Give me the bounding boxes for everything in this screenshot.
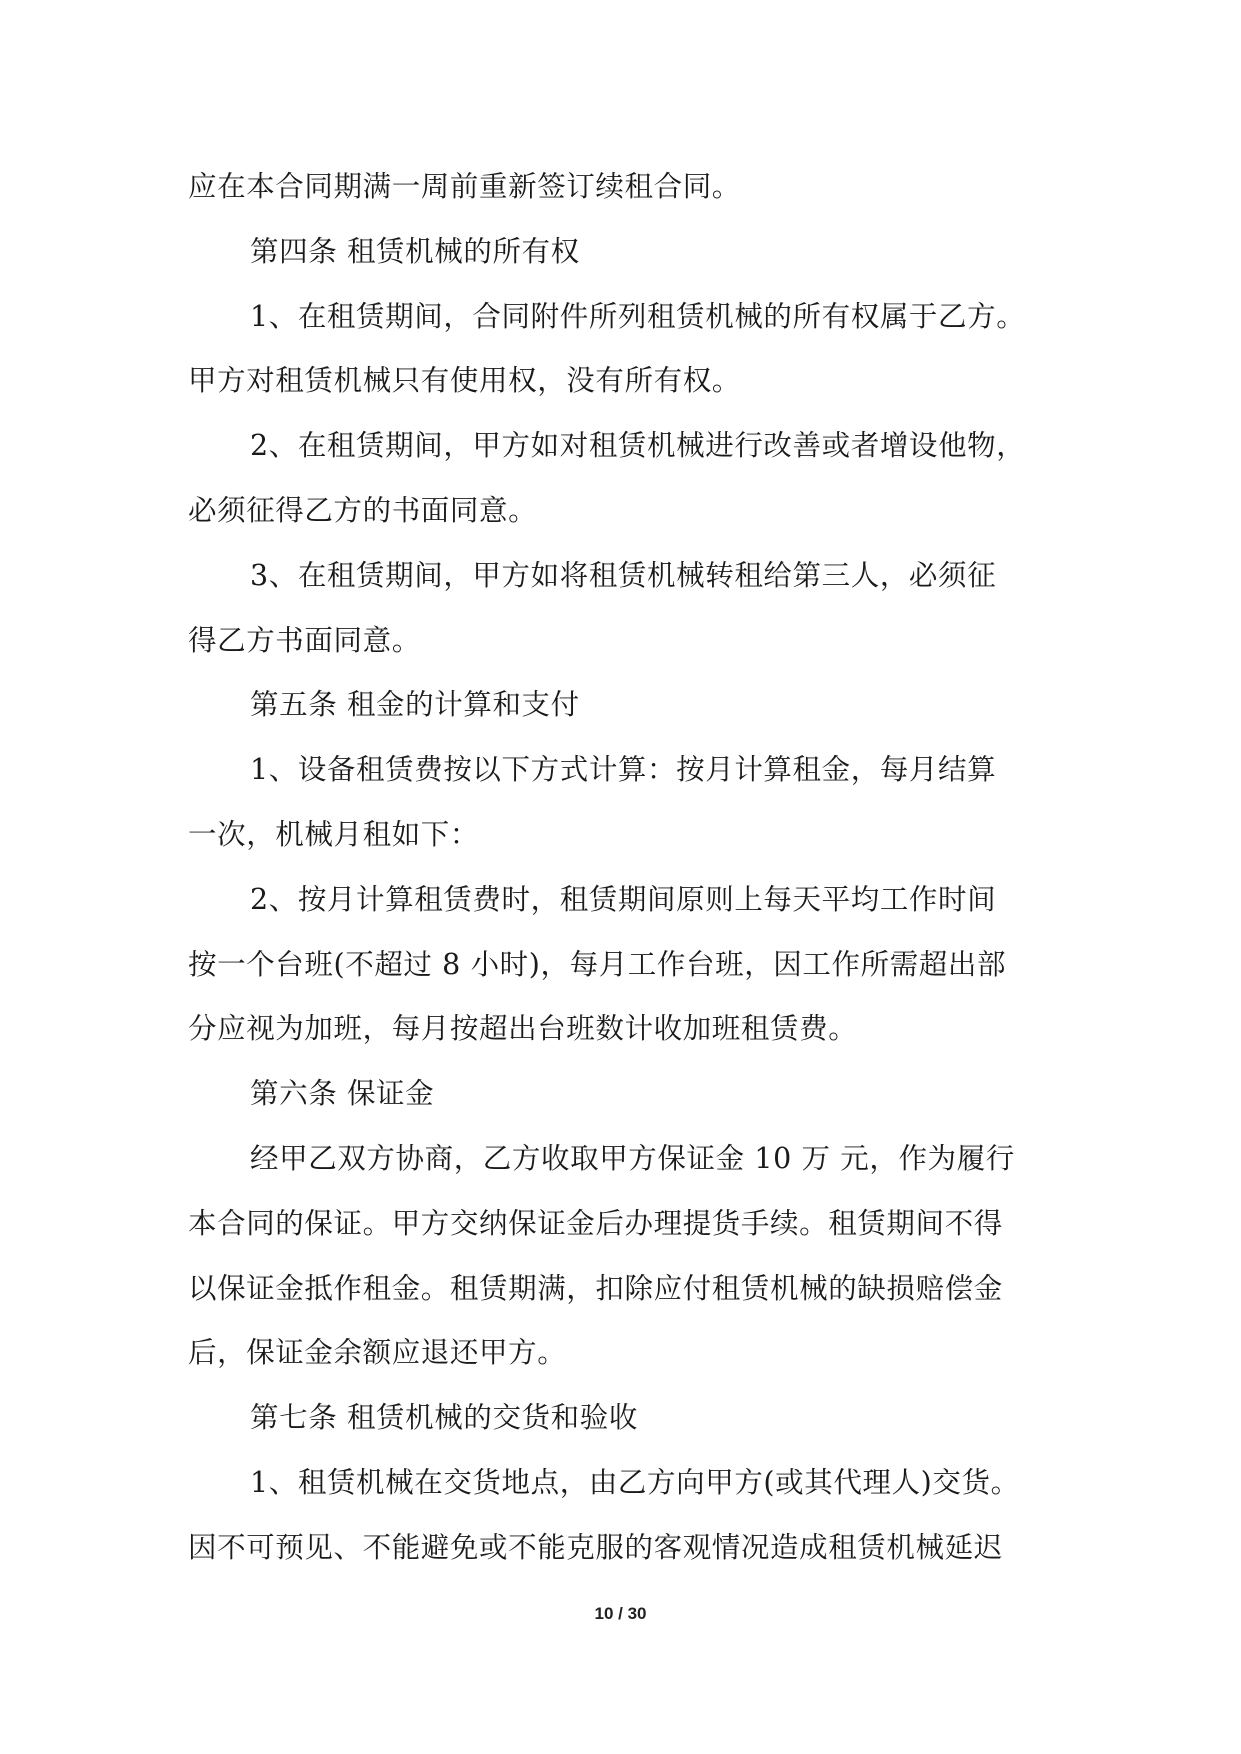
text-line: 分应视为加班，每月按超出台班数计收加班租赁费。: [188, 1012, 858, 1046]
text-line: 甲方对租赁机械只有使用权，没有所有权。: [188, 364, 741, 398]
text-line: 必须征得乙方的书面同意。: [188, 493, 538, 527]
text-line: 一次，机械月租如下：: [188, 817, 480, 851]
text-line: 因不可预见、不能避免或不能克服的客观情况造成租赁机械延迟: [188, 1530, 1003, 1564]
text-line: 本合同的保证。甲方交纳保证金后办理提货手续。租赁期间不得: [188, 1206, 1003, 1240]
text-line: 1、在租赁期间，合同附件所列租赁机械的所有权属于乙方。: [250, 299, 1026, 333]
text-line: 以保证金抵作租金。租赁期满，扣除应付租赁机械的缺损赔偿金: [188, 1271, 1003, 1305]
section-heading-article-6: 第六条 保证金: [250, 1077, 435, 1111]
page-number: 10 / 30: [594, 1604, 647, 1623]
text-line: 后，保证金余额应退还甲方。: [188, 1336, 567, 1370]
text-line: 应在本合同期满一周前重新签订续租合同。: [188, 170, 741, 203]
section-heading-article-4: 第四条 租赁机械的所有权: [250, 234, 580, 268]
section-heading-article-5: 第五条 租金的计算和支付: [250, 688, 580, 722]
text-line: 2、在租赁期间，甲方如对租赁机械进行改善或者增设他物，: [250, 429, 1026, 463]
text-line: 经甲乙双方协商，乙方收取甲方保证金 10 万 元，作为履行: [250, 1141, 1015, 1175]
text-line: 3、在租赁期间，甲方如将租赁机械转租给第三人，必须征: [250, 558, 997, 592]
section-heading-article-7: 第七条 租赁机械的交货和验收: [250, 1401, 638, 1435]
text-line: 1、设备租赁费按以下方式计算：按月计算租金，每月结算: [250, 753, 997, 787]
text-line: 按一个台班(不超过 8 小时)，每月工作台班，因工作所需超出部: [188, 947, 1007, 981]
text-line: 2、按月计算租赁费时，租赁期间原则上每天平均工作时间: [250, 882, 997, 916]
text-line: 得乙方书面同意。: [188, 623, 421, 657]
document-body: [188, 155, 1060, 1581]
text-line: 1、租赁机械在交货地点，由乙方向甲方(或其代理人)交货。: [250, 1465, 1020, 1499]
